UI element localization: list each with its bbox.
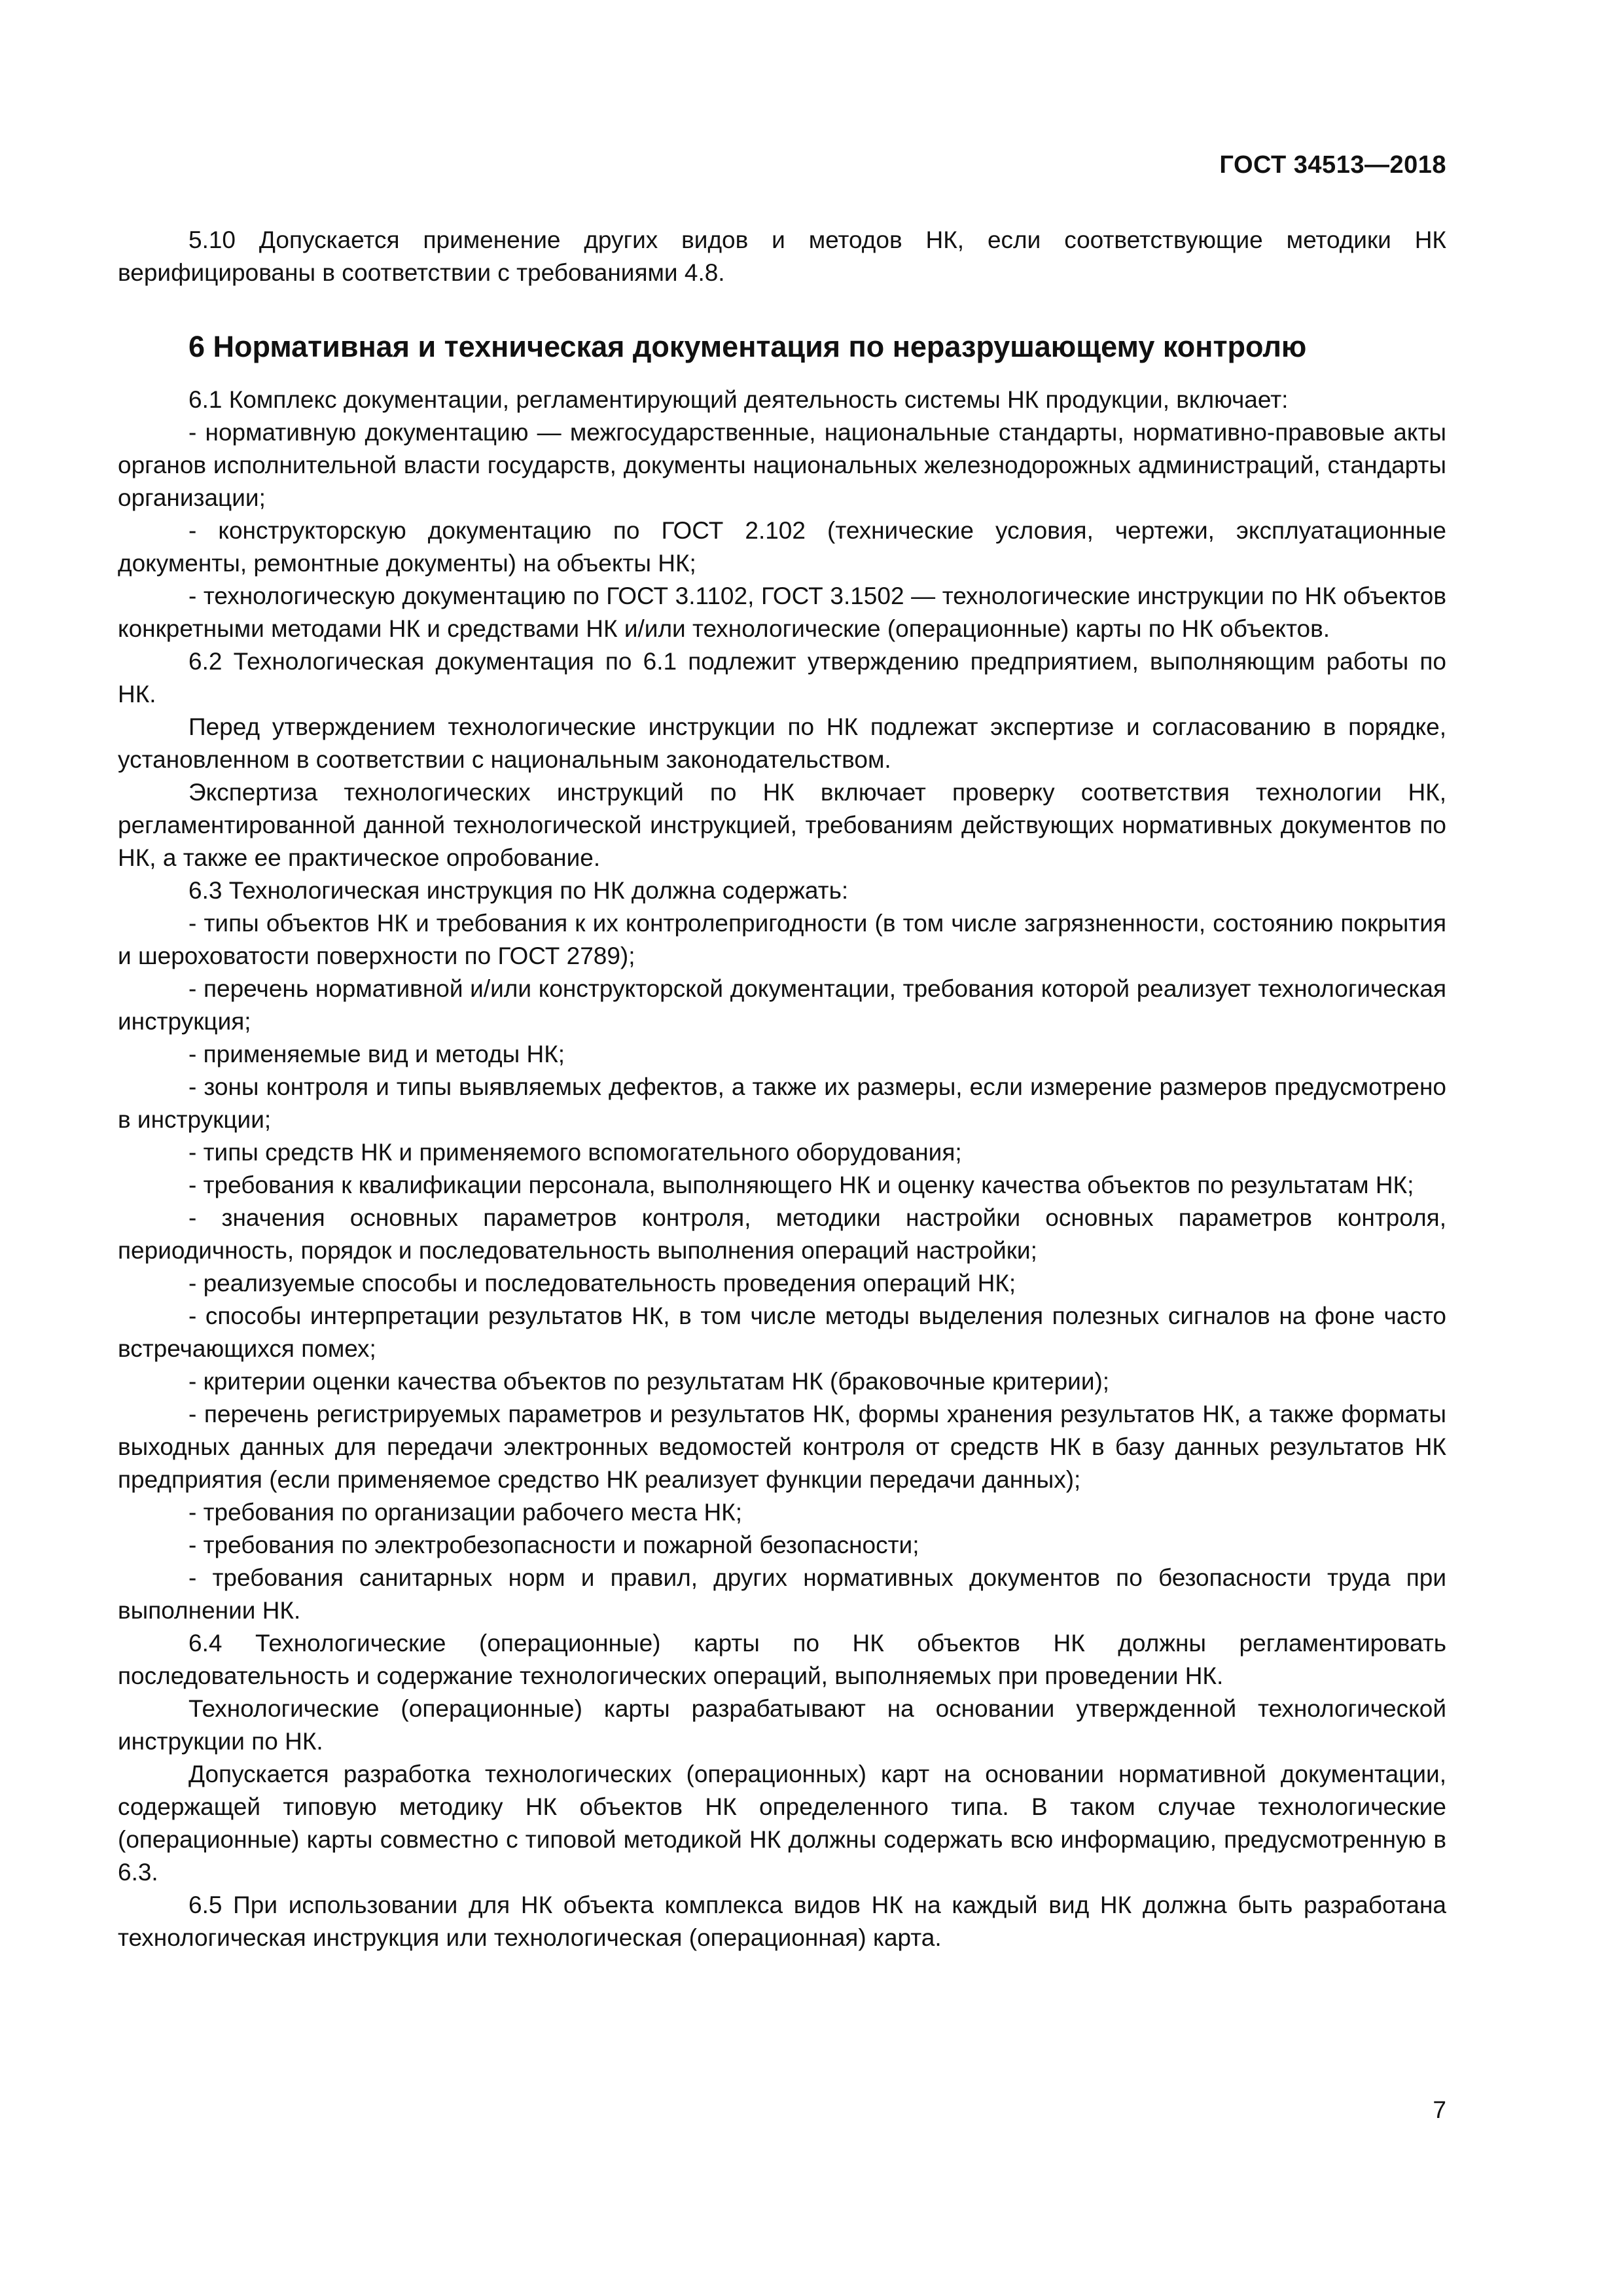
list-item-criteria: - критерии оценки качества объектов по результатам НК (браковочные критерии); (188, 1368, 1110, 1395)
document-body (118, 224, 1446, 1954)
list-item-normative-docs: - нормативную документацию — межгосударственные, национальные стандарты, нормативно-правовые акты органов исполнительной власти государств, документы национальных железнодорожных администраций, стандарты организации; (118, 419, 1446, 511)
list-item-sanitary: - требования санитарных норм и правил, других нормативных документов по безопасности труда при выполнении НК. (118, 1564, 1446, 1624)
paragraph-6-1: 6.1 Комплекс документации, регламентирующий деятельность системы НК продукции, включает: (188, 386, 1289, 413)
list-item-object-types: - типы объектов НК и требования к их контролепригодности (в том числе загрязненности, состоянию покрытия и шероховатости поверхности по ГОСТ 2789); (118, 910, 1446, 969)
paragraph-expertise: Экспертиза технологических инструкций по НК включает проверку соответствия технологии НК, регламентированной данной технологической инструкцией, требованиям действующих нормативных документов по НК, а также ее практическое опробование. (118, 779, 1446, 871)
list-item-control-zones: - зоны контроля и типы выявляемых дефектов, а также их размеры, если измерение размеров предусмотрено в инструкции; (118, 1073, 1446, 1133)
list-item-tech-docs: - технологическую документацию по ГОСТ 3.1102, ГОСТ 3.1502 — технологические инструкции по НК объектов конкретными методами НК и средствами НК и/или технологические (операционные) карты по НК объектов. (118, 583, 1446, 642)
paragraph-approval: Перед утверждением технологические инструкции по НК подлежат экспертизе и согласованию в порядке, установленном в соответствии с национальным законодательством. (118, 713, 1446, 773)
list-item-parameters: - значения основных параметров контроля, методики настройки основных параметров контроля, периодичность, порядок и последовательность выполнения операций настройки; (118, 1204, 1446, 1264)
paragraph-6-4: 6.4 Технологические (операционные) карты по НК объектов НК должны регламентировать последовательность и содержание технологических операций, выполняемых при проведении НК. (118, 1630, 1446, 1689)
list-item-interpretation: - способы интерпретации результатов НК, в том числе методы выделения полезных сигналов на фоне часто встречающихся помех; (118, 1302, 1446, 1362)
list-item-workplace: - требования по организации рабочего места НК; (188, 1499, 743, 1526)
paragraph-6-5: 6.5 При использовании для НК объекта комплекса видов НК на каждый вид НК должна быть разработана технологическая инструкция или технологическая (операционная) карта. (118, 1892, 1446, 1951)
list-item-qualification: - требования к квалификации персонала, выполняющего НК и оценку качества объектов по результатам НК; (188, 1172, 1414, 1198)
list-item-electrical-safety: - требования по электробезопасности и пожарной безопасности; (188, 1532, 919, 1558)
list-item-doc-list: - перечень нормативной и/или конструкторской документации, требования которой реализует технологическая инструкция; (118, 975, 1446, 1035)
paragraph-6-2: 6.2 Технологическая документация по 6.1 подлежит утверждению предприятием, выполняющим работы по НК. (118, 648, 1446, 708)
list-item-design-docs: - конструкторскую документацию по ГОСТ 2.102 (технические условия, чертежи, эксплуатационные документы, ремонтные документы) на объекты НК; (118, 517, 1446, 577)
document-code-header: ГОСТ 34513—2018 (1219, 151, 1446, 179)
paragraph-op-cards: Технологические (операционные) карты разрабатывают на основании утвержденной технологической инструкции по НК. (118, 1695, 1446, 1755)
list-item-methods: - применяемые вид и методы НК; (188, 1041, 565, 1067)
paragraph-6-3: 6.3 Технологическая инструкция по НК должна содержать: (188, 877, 849, 904)
page-number: 7 (1433, 2096, 1446, 2123)
section-heading-6: 6 Нормативная и техническая документация по неразрушающему контролю (188, 330, 1307, 363)
list-item-equipment: - типы средств НК и применяемого вспомогательного оборудования; (188, 1139, 962, 1166)
paragraph-5-10: 5.10 Допускается применение других видов и методов НК, если соответствующие методики НК верифицированы в соответствии с требованиями 4.8. (118, 226, 1446, 286)
paragraph-op-cards-allowed: Допускается разработка технологических (операционных) карт на основании нормативной документации, содержащей типовую методику НК объектов НК определенного типа. В таком случае технологические (операционные) карты совместно с типовой методикой НК должны содержать всю информацию, предусмотренную в 6.3. (118, 1761, 1446, 1886)
list-item-operations: - реализуемые способы и последовательность проведения операций НК; (188, 1270, 1016, 1297)
list-item-registration: - перечень регистрируемых параметров и результатов НК, формы хранения результатов НК, а также форматы выходных данных для передачи электронных ведомостей контроля от средств НК в базу данных результатов НК предприятия (если применяемое средство НК реализует функции передачи данных); (118, 1401, 1446, 1493)
